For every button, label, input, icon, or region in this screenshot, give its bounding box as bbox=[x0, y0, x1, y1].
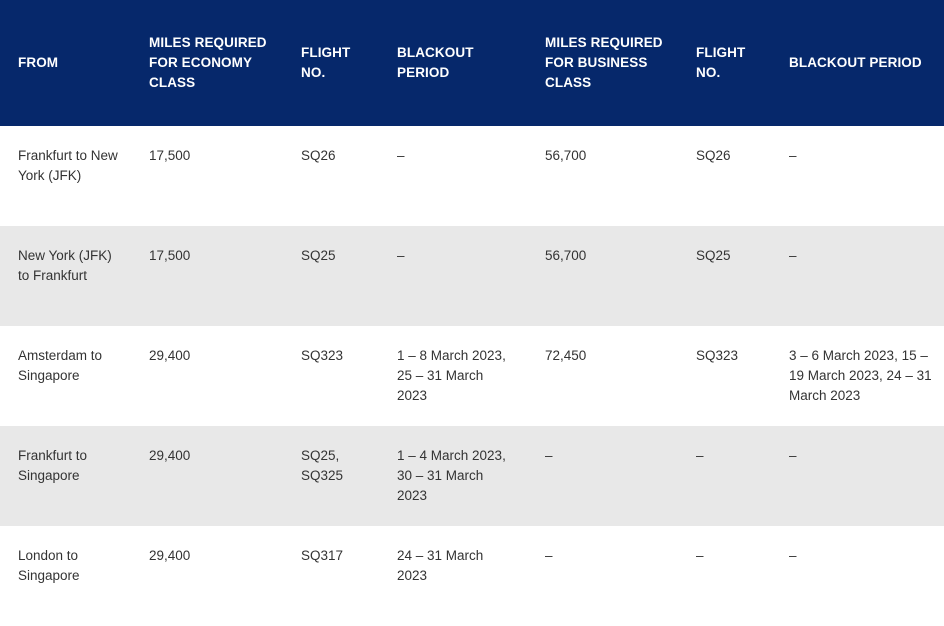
cell-route: London to Singapore bbox=[18, 548, 80, 583]
cell-route: Frankfurt to Singapore bbox=[18, 448, 88, 483]
cell-miles-business: 72,450 bbox=[545, 348, 587, 363]
cell-blackout-business: – bbox=[789, 548, 797, 563]
cell-miles-business: – bbox=[545, 548, 553, 563]
cell-flight-no-business: SQ26 bbox=[696, 148, 731, 163]
cell-miles-economy: 17,500 bbox=[149, 148, 191, 163]
cell-miles-business: 56,700 bbox=[545, 248, 587, 263]
table-body bbox=[0, 126, 944, 626]
cell-miles-economy: 29,400 bbox=[149, 348, 191, 363]
cell-miles-business: 56,700 bbox=[545, 148, 587, 163]
table-row bbox=[0, 126, 944, 226]
cell-flight-no-economy: SQ323 bbox=[301, 348, 344, 363]
cell-miles-economy: 29,400 bbox=[149, 548, 191, 563]
header-miles-business: MILES REQUIRED FOR BUSINESS CLASS bbox=[545, 35, 663, 90]
header-miles-economy: MILES REQUIRED FOR ECONOMY CLASS bbox=[149, 35, 267, 90]
cell-route: Amsterdam to Singapore bbox=[18, 348, 103, 383]
cell-blackout-business: – bbox=[789, 448, 797, 463]
header-row bbox=[0, 0, 944, 126]
cell-flight-no-economy: SQ25 bbox=[301, 248, 336, 263]
header-blackout-economy: BLACKOUT PERIOD bbox=[397, 45, 474, 80]
table-row bbox=[0, 526, 944, 626]
cell-route: New York (JFK) to Frankfurt bbox=[18, 248, 112, 283]
cell-blackout-business: – bbox=[789, 248, 797, 263]
cell-flight-no-business: – bbox=[696, 548, 704, 563]
table-header bbox=[0, 0, 944, 126]
cell-miles-economy: 29,400 bbox=[149, 448, 191, 463]
table-row bbox=[0, 426, 944, 526]
cell-miles-economy: 17,500 bbox=[149, 248, 191, 263]
header-blackout-business: BLACKOUT PERIOD bbox=[789, 55, 922, 70]
cell-route: Frankfurt to New York (JFK) bbox=[18, 148, 118, 183]
cell-blackout-business: 3 – 6 March 2023, 15 – 19 March 2023, 24 – 31 March 2023 bbox=[789, 348, 932, 403]
cell-blackout-business: – bbox=[789, 148, 797, 163]
header-flight-no-business: FLIGHT NO. bbox=[696, 45, 746, 80]
cell-flight-no-business: SQ25 bbox=[696, 248, 731, 263]
cell-blackout-economy: 1 – 8 March 2023, 25 – 31 March 2023 bbox=[397, 348, 506, 403]
cell-flight-no-business: – bbox=[696, 448, 704, 463]
cell-blackout-economy: – bbox=[397, 148, 405, 163]
cell-blackout-economy: 24 – 31 March 2023 bbox=[397, 548, 484, 583]
cell-blackout-economy: 1 – 4 March 2023, 30 – 31 March 2023 bbox=[397, 448, 506, 503]
cell-miles-business: – bbox=[545, 448, 553, 463]
cell-blackout-economy: – bbox=[397, 248, 405, 263]
cell-flight-no-economy: SQ317 bbox=[301, 548, 344, 563]
table-row bbox=[0, 326, 944, 426]
header-from: FROM bbox=[18, 55, 59, 70]
cell-flight-no-business: SQ323 bbox=[696, 348, 739, 363]
table-row bbox=[0, 226, 944, 326]
cell-flight-no-economy: SQ25, SQ325 bbox=[301, 448, 344, 483]
cell-flight-no-economy: SQ26 bbox=[301, 148, 336, 163]
header-flight-no-economy: FLIGHT NO. bbox=[301, 45, 351, 80]
